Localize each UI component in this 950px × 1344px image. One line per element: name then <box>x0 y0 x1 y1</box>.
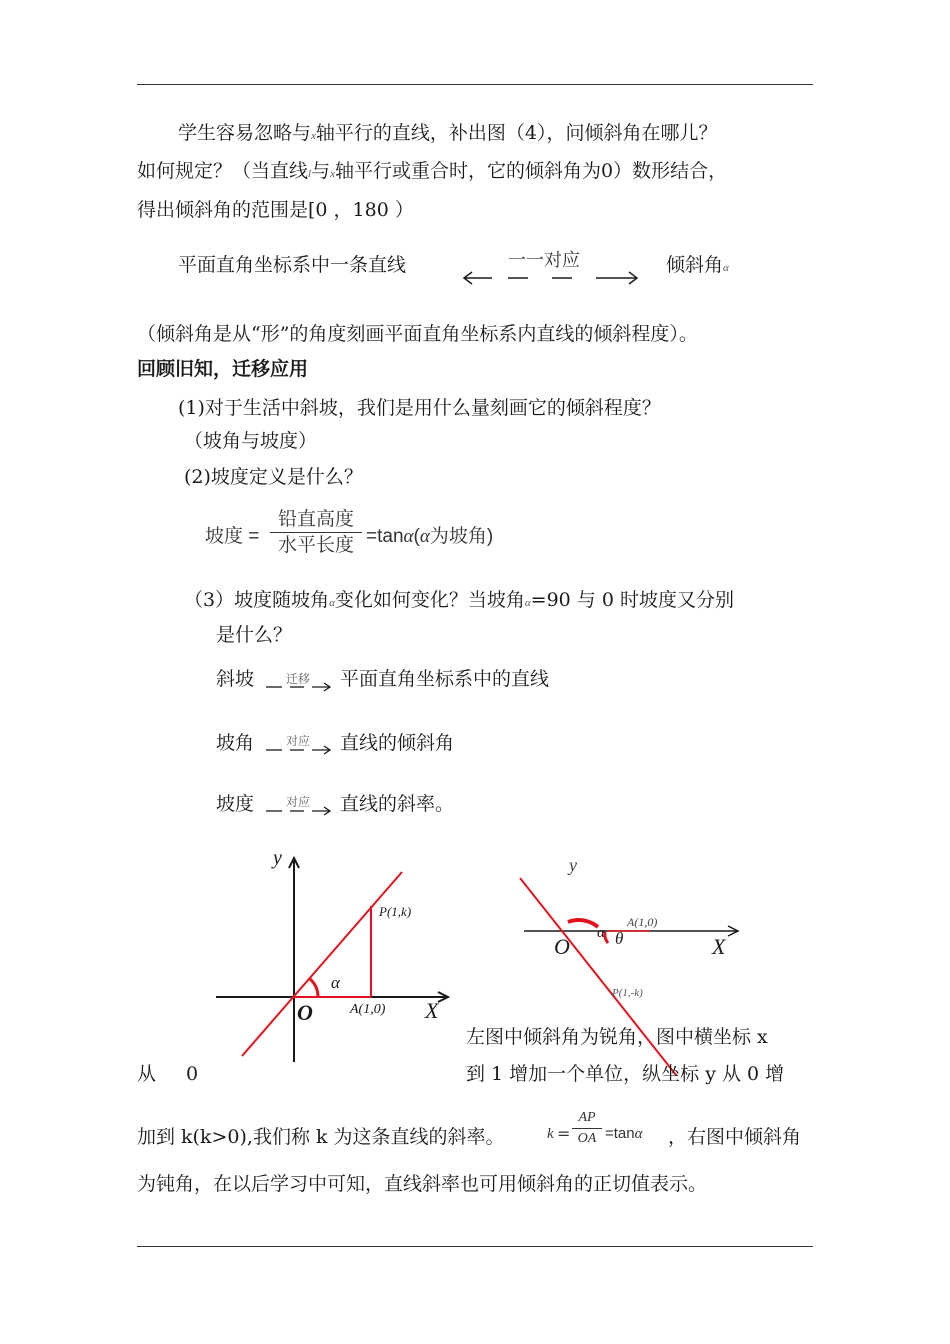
header-rule <box>137 84 813 85</box>
var-x: x <box>330 168 335 180</box>
text: 与 <box>311 160 331 182</box>
fig1-a-label: A(1,0) <box>350 1002 386 1017</box>
fig1-y-label: y <box>273 847 282 869</box>
answer-1: （坡角与坡度） <box>184 430 318 452</box>
denominator: 水平长度 <box>277 535 354 556</box>
fig1-alpha-label: α <box>331 973 340 992</box>
fig1-x-label: X <box>425 998 439 1023</box>
fig2-p-label: P(1,-k) <box>612 987 643 999</box>
line-l <box>242 872 402 1056</box>
text: ( <box>413 526 420 547</box>
var-l: l <box>308 168 312 180</box>
text: 变化如何变化？当坡角 <box>334 589 525 611</box>
para2-right-2: 到 1 增加一个单位，纵坐标 y 从 0 增 <box>466 1063 785 1085</box>
para2-line3b: ，右图中倾斜角 <box>668 1126 802 1148</box>
angle-arc <box>310 979 318 997</box>
fig2-x-label: X <box>712 934 726 959</box>
map-1-label: 迁移 <box>286 672 311 686</box>
para2-zero: 0 <box>186 1063 199 1085</box>
alpha-symbol: α <box>524 597 531 609</box>
alpha-arc <box>568 920 598 927</box>
map-2-from: 坡角 <box>216 732 255 754</box>
slope-fraction <box>572 1111 602 1146</box>
question-1: (1)对于生活中斜坡，我们是用什么量刻画它的倾斜程度？ <box>178 397 661 419</box>
text: （3）坡度随坡角 <box>184 589 330 611</box>
fraction-bar <box>270 532 362 533</box>
text: 轴平行的直线，补出图（4），问倾斜角在哪儿？ <box>315 122 718 144</box>
formula-rhs <box>366 527 493 546</box>
alpha-symbol: α <box>634 1126 643 1142</box>
denominator: OA <box>577 1131 597 1146</box>
para2-line4: 为钝角，在以后学习中可知，直线斜率也可用倾斜角的正切值表示。 <box>137 1173 708 1195</box>
text: =90 与 0 时坡度又分别 <box>530 589 734 611</box>
map-1-from: 斜坡 <box>216 668 255 690</box>
text: =tan <box>605 1125 635 1142</box>
text: 为坡角) <box>429 526 494 547</box>
figure-2 <box>510 870 750 1090</box>
map-1-arrow <box>264 680 334 694</box>
alpha-symbol: α <box>419 526 430 547</box>
alpha-symbol: α <box>723 262 729 274</box>
text: ）数形结合， <box>613 160 728 182</box>
para1-line3: 得出倾斜角的范围是[0 ，180 ） <box>137 199 414 221</box>
para1-line1 <box>178 124 718 143</box>
map-3-from: 坡度 <box>216 793 255 815</box>
map-3-arrow <box>264 804 334 818</box>
fig2-theta-label: θ <box>615 929 624 948</box>
para2-from: 从 <box>137 1063 157 1085</box>
var-x: x <box>311 130 316 142</box>
corr-right <box>666 256 729 275</box>
map-2-to: 直线的倾斜角 <box>340 732 455 754</box>
numerator: AP <box>578 1110 596 1125</box>
theta-arc <box>605 932 608 943</box>
note: （倾斜角是从“形”的角度刻画平面直角坐标系内直线的倾斜程度）。 <box>137 323 698 345</box>
fig2-a-label: A(1,0) <box>627 915 658 929</box>
double-arrow <box>462 268 642 288</box>
footer-rule <box>137 1246 813 1247</box>
text: 轴平行或重合时，它的倾斜角为 <box>334 160 601 182</box>
slope-eq: = <box>557 1124 571 1143</box>
text: 倾斜角 <box>666 254 724 276</box>
corr-mid-label: 一一对应 <box>508 250 580 271</box>
fig2-y-label: y <box>569 855 577 875</box>
text: ) <box>406 904 412 919</box>
text: 0 <box>601 160 614 182</box>
fig1-p-label <box>379 905 411 918</box>
map-1-to: 平面直角坐标系中的直线 <box>340 668 550 690</box>
slope-tan <box>605 1126 643 1142</box>
text: P(1, <box>379 904 402 919</box>
map-3-label: 对应 <box>286 795 311 809</box>
figure-1 <box>210 840 470 1070</box>
fraction-bar <box>572 1128 602 1129</box>
alpha-symbol: α <box>403 526 414 547</box>
question-3-line1 <box>184 591 734 610</box>
para1-line2 <box>137 162 727 181</box>
question-3-line2: 是什么？ <box>216 624 293 646</box>
para2-line3: 加到 k(k>0),我们称 k 为这条直线的斜率。 <box>137 1126 505 1148</box>
question-2: (2)坡度定义是什么？ <box>184 466 363 488</box>
numerator: 铅直高度 <box>277 509 354 530</box>
fig1-o-label: O <box>297 1000 313 1025</box>
corr-left: 平面直角坐标系中一条直线 <box>178 254 407 276</box>
fig2-alpha-label: α <box>597 925 605 941</box>
map-2-label: 对应 <box>286 734 311 748</box>
formula-lhs: 坡度 = <box>205 526 260 547</box>
slope-k: k <box>547 1126 554 1142</box>
text: =tan <box>366 526 404 547</box>
formula-fraction <box>270 510 362 555</box>
map-3-to: 直线的斜率。 <box>340 793 455 815</box>
alpha-symbol: α <box>329 597 335 609</box>
map-2-arrow <box>264 743 334 757</box>
text: 学生容易忽略与 <box>178 122 312 144</box>
text: 如何规定？（当直线 <box>137 160 309 182</box>
fig2-o-label: O <box>554 934 570 959</box>
section-heading: 回顾旧知，迁移应用 <box>137 358 309 380</box>
para2-right-1: 左图中倾斜角为锐角，图中横坐标 x <box>466 1026 768 1048</box>
var-k: k <box>401 904 407 919</box>
